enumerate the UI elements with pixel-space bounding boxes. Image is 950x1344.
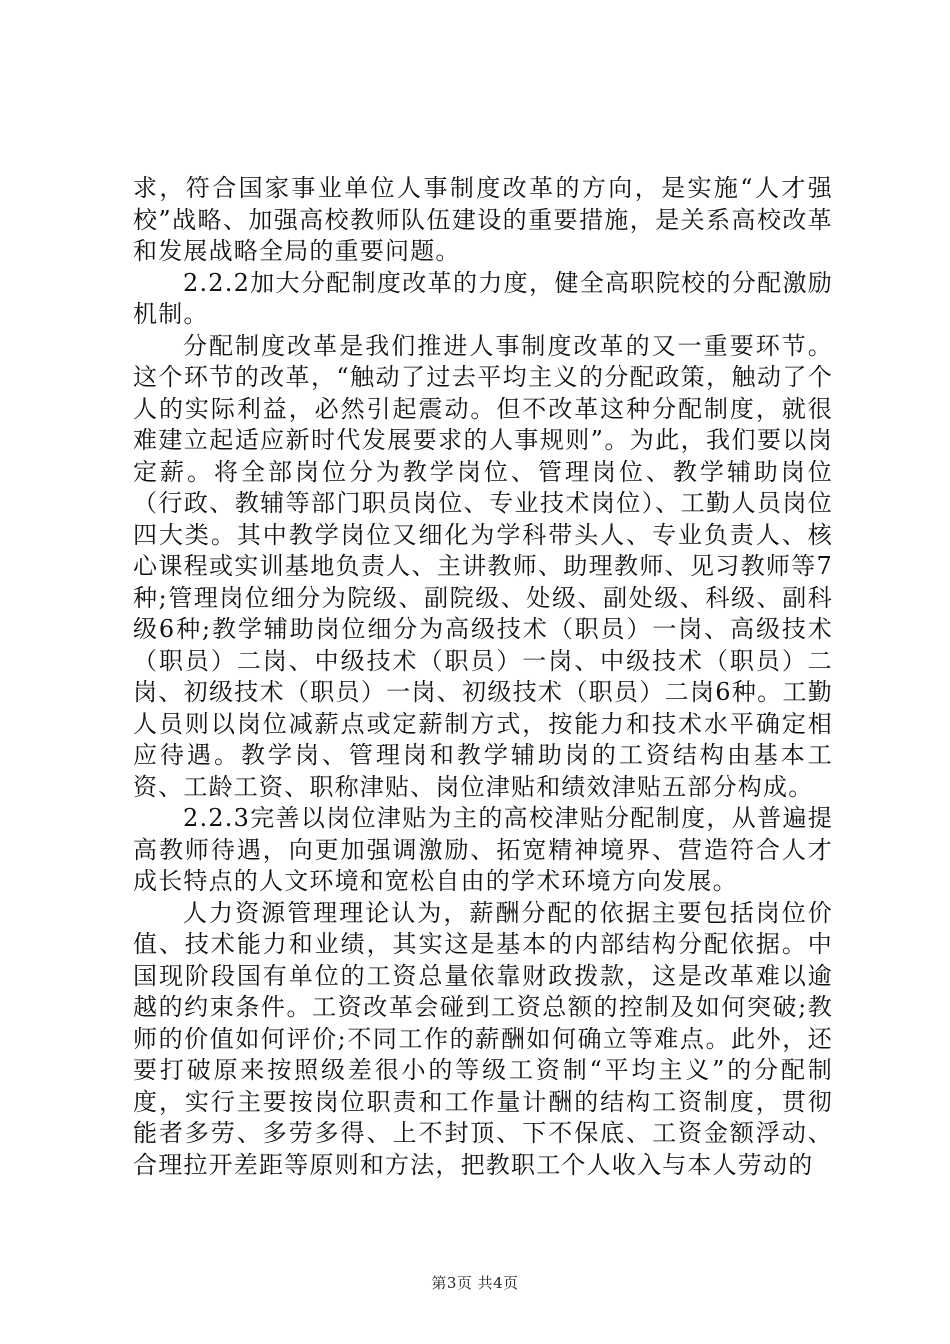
paragraph-4: 2.2.3完善以岗位津贴为主的高校津贴分配制度，从普遍提高教师待遇，向更加强调激励、拓宽精神境界、营造符合人才成长特点的人文环境和宽松自由的学术环境方向发展。	[133, 804, 833, 895]
paragraph-1: 求，符合国家事业单位人事制度改革的方向，是实施“人才强校”战略、加强高校教师队伍建设的重要措施，是关系高校改革和发展战略全局的重要问题。	[133, 174, 833, 265]
document-body	[133, 173, 833, 1181]
paragraph-3: 分配制度改革是我们推进人事制度改革的又一重要环节。这个环节的改革，“触动了过去平均主义的分配政策，触动了个人的实际利益，必然引起震动。但不改革这种分配制度，就很难建立起适应新时代发展要求的人事规则”。为此，我们要以岗定薪。将全部岗位分为教学岗位、管理岗位、教学辅助岗位（行政、教辅等部门职员岗位、专业技术岗位）、工勤人员岗位四大类。其中教学岗位又细化为学科带头人、专业负责人、核心课程或实训基地负责人、主讲教师、助理教师、见习教师等7种;管理岗位细分为院级、副院级、处级、副处级、科级、副科级6种;教学辅助岗位细分为高级技术（职员）一岗、高级技术（职员）二岗、中级技术（职员）一岗、中级技术（职员）二岗、初级技术（职员）一岗、初级技术（职员）二岗6种。工勤人员则以岗位减薪点或定薪制方式，按能力和技术水平确定相应待遇。教学岗、管理岗和教学辅助岗的工资结构由基本工资、工龄工资、职称津贴、岗位津贴和绩效津贴五部分构成。	[133, 331, 833, 801]
page-footer	[0, 1272, 950, 1293]
paragraph-5: 人力资源管理理论认为，薪酬分配的依据主要包括岗位价值、技术能力和业绩，其实这是基本的内部结构分配依据。中国现阶段国有单位的工资总量依靠财政拨款，这是改革难以逾越的约束条件。工资改革会碰到工资总额的控制及如何突破;教师的价值如何评价;不同工作的薪酬如何确立等难点。此外，还要打破原来按照级差很小的等级工资制“平均主义”的分配制度，实行主要按岗位职责和工作量计酬的结构工资制度，贯彻能者多劳、多劳多得、上不封顶、下不保底、工资金额浮动、合理拉开差距等原则和方法，把教职工个人收入与本人劳动的	[133, 898, 833, 1179]
page-number: 第3页 共4页	[431, 1274, 519, 1292]
paragraph-2: 2.2.2加大分配制度改革的力度，健全高职院校的分配激励机制。	[133, 268, 833, 328]
